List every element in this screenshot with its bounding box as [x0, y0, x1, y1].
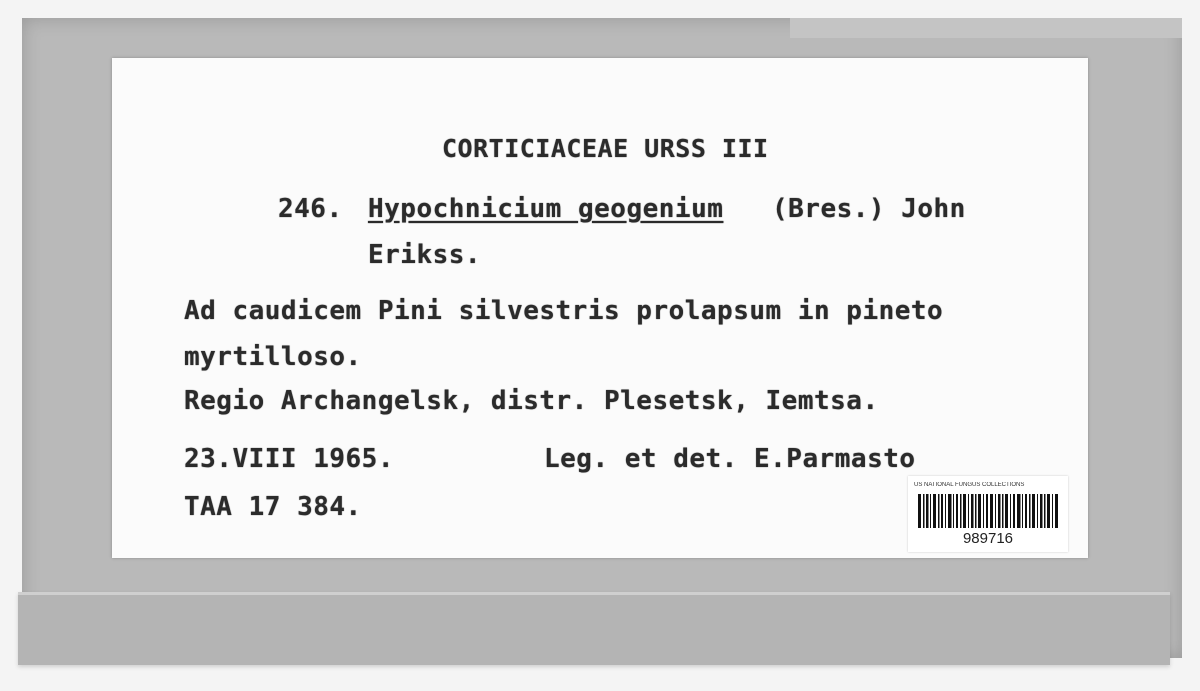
collector-line: Leg. et det. E.Parmasto: [544, 444, 916, 474]
barcode-header: US NATIONAL FUNGUS COLLECTIONS: [914, 482, 1025, 488]
barcode-icon: [918, 494, 1058, 528]
species-author-line2: Erikss.: [368, 240, 482, 270]
envelope-tab: [790, 18, 1182, 38]
specimen-label: [112, 58, 1088, 558]
barcode-sticker: [908, 476, 1068, 552]
locality-line: Regio Archangelsk, distr. Plesetsk, Iemtsa.: [184, 386, 879, 416]
habitat-line2: myrtilloso.: [184, 342, 362, 372]
habitat-line1: Ad caudicem Pini silvestris prolapsum in pineto: [184, 296, 944, 326]
specimen-number: 246.: [278, 194, 343, 224]
accession-number: TAA 17 384.: [184, 492, 362, 522]
species-name: Hypochnicium geogenium: [368, 194, 724, 224]
species-author-line1: (Bres.) John: [772, 194, 966, 224]
label-header: CORTICIACEAE URSS III: [442, 134, 769, 163]
envelope-flap: [18, 592, 1170, 665]
collection-date: 23.VIII 1965.: [184, 444, 394, 474]
barcode-number: 989716: [962, 530, 1014, 547]
